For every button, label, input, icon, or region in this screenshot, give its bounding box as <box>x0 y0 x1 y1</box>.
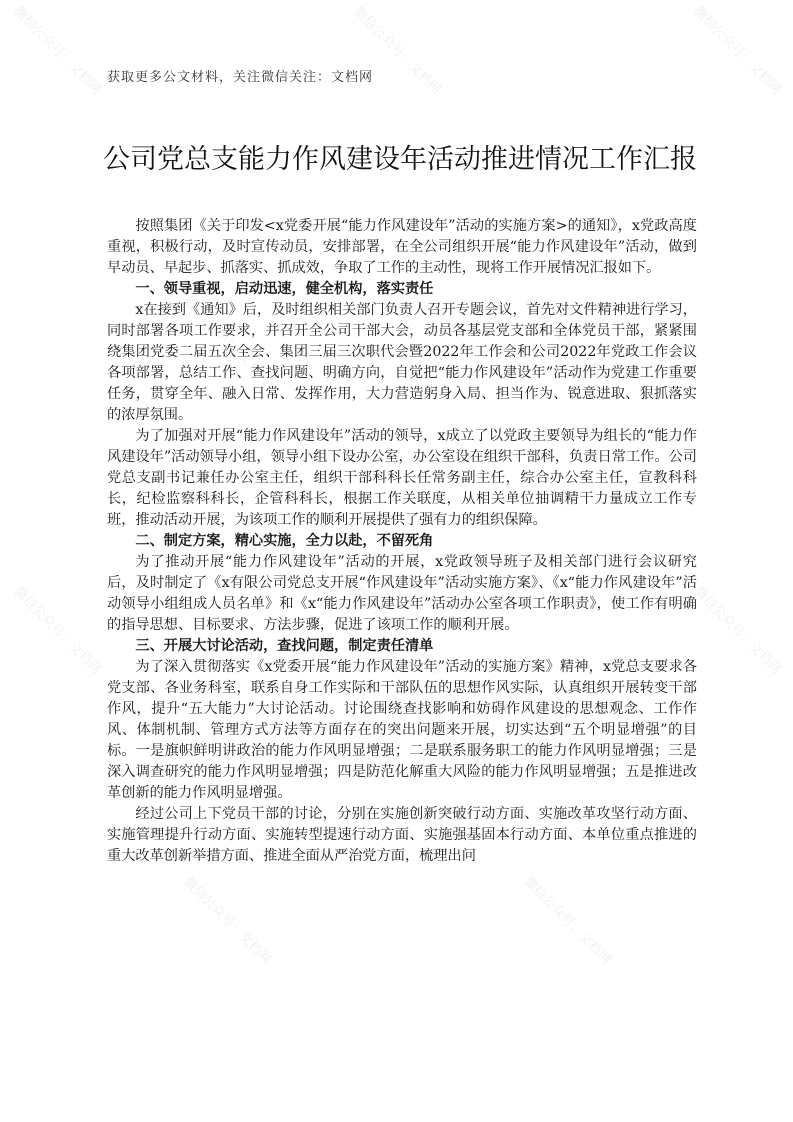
body-paragraph: 按照集团《关于印发<x党委开展“能力作风建设年”活动的实施方案>的通知》，x党政高度重视，积极行动，及时宣传动员，安排部署，在全公司组织开展“能力作风建设年”活动，做到早动员、早起步、抓落实、抓成效，争取了工作的主动性，现将工作开展情况汇报如下。 <box>107 218 697 276</box>
body-paragraph: 为了深入贯彻落实《x党委开展“能力作风建设年”活动的实施方案》精神，x党总支要求各党支部、各业务科室，联系自身工作实际和干部队伍的思想作风实际，认真组织开展转变干部作风，提升“五大能力”大讨论活动。讨论围绕查找影响和妨碍作风建设的思想观念、工作作风、体制机制、管理方式方法等方面存在的突出问题来开展，切实达到“五个明显增强”的目标。一是旗帜鲜明讲政治的能力作风明显增强；二是联系服务职工的能力作风明显增强；三是深入调查研究的能力作风明显增强；四是防范化解重大风险的能力作风明显增强；五是推进改革创新的能力作风明显增强。 <box>107 659 697 801</box>
watermark-text: 微信公众号：文档网 <box>10 4 104 98</box>
watermark-text: 微信公众号：文档网 <box>180 294 274 388</box>
watermark-text: 微信公众号：文档网 <box>520 874 614 968</box>
watermark-text: 微信公众号：文档网 <box>350 584 444 678</box>
document-body <box>107 216 697 867</box>
watermark-text: 微信公众号：文档网 <box>520 294 614 388</box>
watermark-text: 微信公众号：文档网 <box>690 4 784 98</box>
section-heading: 二、制定方案，精心实施，全力以赴，不留死角 <box>135 533 434 549</box>
watermark-text: 微信公众号：文档网 <box>350 4 444 98</box>
section-heading: 一、领导重视，启动迅速，健全机构，落实责任 <box>135 281 434 297</box>
header-note: 获取更多公文材料，关注微信关注：文档网 <box>107 70 374 85</box>
watermark-text: 微信公众号：文档网 <box>690 584 784 678</box>
section-heading: 三、开展大讨论活动，查找问题，制定责任清单 <box>135 638 434 654</box>
body-paragraph: 经过公司上下党员干部的讨论，分别在实施创新突破行动方面、实施改革攻坚行动方面、实施管理提升行动方面、实施转型提速行动方面、实施强基固本行动方面、本单位重点推进的重大改革创新举措方面、推进全面从严治党方面，梳理出问 <box>107 806 697 864</box>
body-paragraph: 为了推动开展“能力作风建设年”活动的开展，x党政领导班子及相关部门进行会议研究后，及时制定了《x有限公司党总支开展“作风建设年”活动实施方案》、《x“能力作风建设年”活动领导小组组成人员名单》和《x“能力作风建设年”活动办公室各项工作职责》，使工作有明确的指导思想、目标要求、方法步骤，促进了该项工作的顺利开展。 <box>107 554 697 633</box>
body-paragraph: x在接到《通知》后，及时组织相关部门负责人召开专题会议，首先对文件精神进行学习，同时部署各项工作要求，并召开全公司干部大会，动员各基层党支部和全体党员干部，紧紧围绕集团党委二届五次全会、集团三届三次职代会暨2022年工作会和公司2022年党政工作会议各项部署，总结工作、查找问题、明确方向，自觉把“能力作风建设年”活动作为党建工作重要任务，贯穿全年、融入日常、发挥作用，大力营造躬身入局、担当作为、锐意进取、狠抓落实的浓厚氛围。 <box>107 302 697 423</box>
watermark-text: 微信公众号：文档网 <box>10 584 104 678</box>
watermark-text: 微信公众号：文档网 <box>180 874 274 968</box>
body-paragraph: 为了加强对开展“能力作风建设年”活动的领导，x成立了以党政主要领导为组长的“能力作风建设年”活动领导小组，领导小组下设办公室，办公室设在组织干部科，负责日常工作。公司党总支副书记兼任办公室主任，组织干部科科长任常务副主任，综合办公室主任，宣教科科长，纪检监察科科长，企管科科长，根据工作关联度，从相关单位抽调精干力量成立工作专班，推动活动开展，为该项工作的顺利开展提供了强有力的组织保障。 <box>107 428 697 528</box>
document-title: 公司党总支能力作风建设年活动推进情况工作汇报 <box>103 144 697 175</box>
